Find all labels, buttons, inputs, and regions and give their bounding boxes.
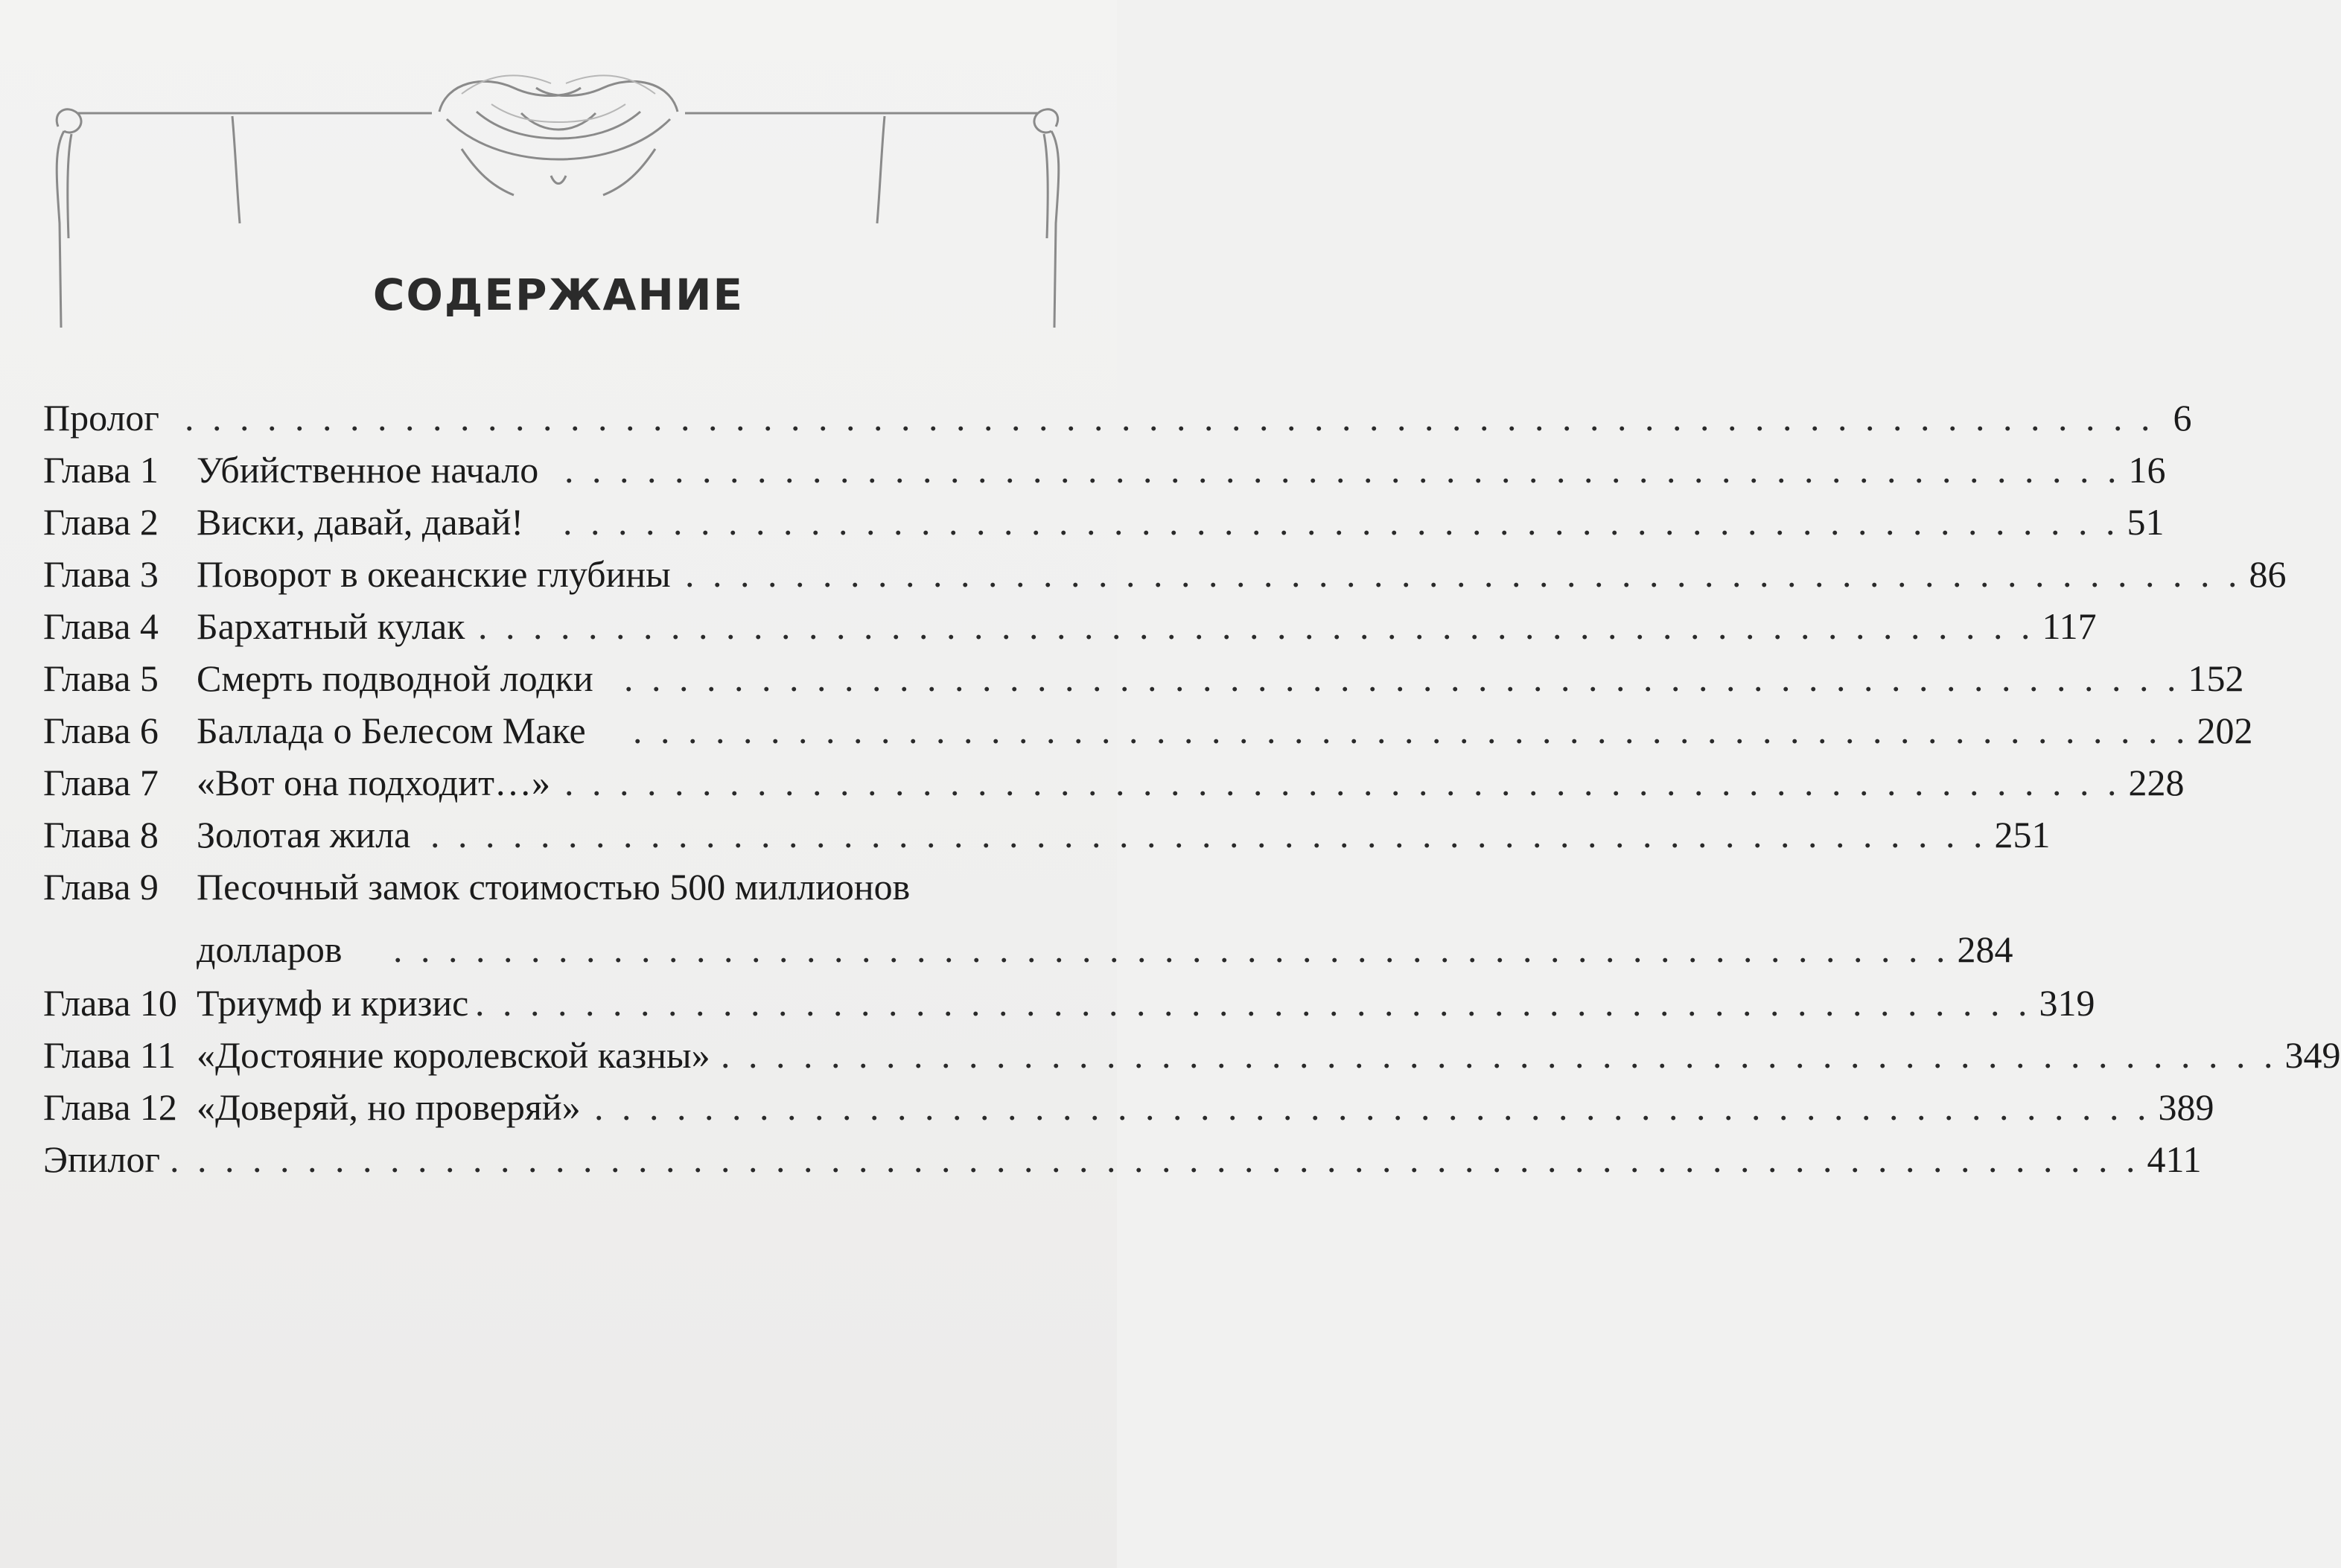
toc-entry-label: Глава 5 (43, 657, 159, 699)
dot-leader: . . . . . . . . . . . . . . . . . . . . . . . . . . . . . . . . . . . . . . . . . . . . . . . . . . . . . . . . . (563, 501, 2120, 543)
dot-leader: . . . . . . . . . . . . . . . . . . . . . . . . . . . . . . . . . . . . . . . . . . . . . . . . . . . . . . . . . (564, 762, 2121, 803)
toc-entry[interactable] (43, 977, 2095, 1029)
toc-entry-title: Поворот в океанские глубины (197, 553, 671, 595)
toc-entry[interactable] (43, 600, 2097, 652)
toc-entry[interactable] (43, 548, 2287, 600)
table-of-contents (43, 392, 2341, 1185)
toc-leader (594, 1081, 2214, 1133)
toc-entry-label: Глава 7 (43, 762, 159, 803)
toc-entry-title: «Достояние королевской казны» (197, 1034, 710, 1076)
dot-leader: . . . . . . . . . . . . . . . . . . . . . . . . . . . . . . . . . . . . . . . . . . . . . . . . . . . . . . . . . (393, 928, 1950, 970)
toc-entry-label: Глава 12 (43, 1086, 177, 1128)
dot-leader: . . . . . . . . . . . . . . . . . . . . . . . . . . . . . . . . . . . . . . . . . . . . . . . . . . . . . . . . . (475, 982, 2032, 1024)
toc-leader (624, 652, 2244, 704)
toc-entry-label: Глава 2 (43, 501, 159, 543)
toc-page-number: 349 (2284, 1034, 2341, 1076)
toc-entry-label: Глава 8 (43, 814, 159, 855)
dot-leader: . . . . . . . . . . . . . . . . . . . . . . . . . . . . . . . . . . . . . . . . . . . . . . . . . . . . . . . . . (594, 1086, 2151, 1128)
toc-entry-label: Пролог (43, 397, 159, 439)
toc-entry-title: Песочный замок стоимостью 500 миллионов (197, 866, 911, 908)
toc-leader (721, 1029, 2341, 1081)
toc-entry-title-continued: долларов (197, 928, 343, 970)
toc-page-number: 51 (2127, 501, 2165, 543)
toc-leader (478, 600, 2097, 652)
toc-page-number: 6 (2173, 397, 2192, 439)
toc-leader (475, 977, 2095, 1029)
toc-page-number: 152 (2188, 657, 2244, 699)
toc-leader (170, 1133, 2202, 1185)
toc-entry-title: Виски, давай, давай! (197, 501, 524, 543)
toc-entry-title: Бархатный кулак (197, 605, 465, 647)
toc-entry-title: Убийственное начало (197, 449, 539, 491)
toc-entry-title: «Доверяй, но проверяй» (197, 1086, 581, 1128)
toc-page-number: 389 (2158, 1086, 2214, 1128)
toc-leader (564, 756, 2185, 809)
toc-page-number: 251 (1994, 814, 2051, 855)
dot-leader: . . . . . . . . . . . . . . . . . . . . . . . . . . . . . . . . . . . . . . . . . . . . . . . . . . . . . . . . . (564, 449, 2121, 491)
toc-entry-title: Триумф и кризис (197, 982, 469, 1024)
toc-entry[interactable] (43, 1081, 2214, 1133)
toc-entry[interactable] (43, 809, 2051, 861)
toc-leader (563, 496, 2165, 548)
dot-leader: . . . . . . . . . . . . . . . . . . . . . . . . . . . . . . . . . . . . . . . . . . . . . . . . . . . . . . . . . (478, 605, 2035, 647)
toc-entry[interactable] (43, 1133, 2202, 1185)
toc-leader (564, 444, 2166, 496)
toc-entry[interactable] (43, 444, 2166, 496)
toc-page-number: 284 (1957, 928, 2013, 970)
dot-leader: . . . . . . . . . . . . . . . . . . . . . . . . . . . . . . . . . . . . . . . . . . . . . . . . . . . . . . . . . . . . . . . . . . . . . . . . (185, 397, 2155, 439)
toc-entry-label: Глава 9 (43, 866, 159, 908)
toc-entry-title: «Вот она подходит…» (197, 762, 550, 803)
toc-entry-label: Глава 3 (43, 553, 159, 595)
toc-page-number: 117 (2042, 605, 2097, 647)
toc-page-number: 411 (2147, 1138, 2202, 1180)
toc-page-number: 86 (2249, 553, 2287, 595)
toc-leader (393, 923, 2013, 975)
toc-entry-title: Золотая жила (197, 814, 411, 855)
toc-entry[interactable] (43, 861, 2013, 977)
toc-page-number: 16 (2128, 449, 2166, 491)
toc-leader (430, 809, 2051, 861)
toc-entry[interactable] (43, 756, 2185, 809)
toc-leader (633, 704, 2253, 756)
toc-page-number: 228 (2128, 762, 2185, 803)
toc-page-number: 202 (2197, 710, 2253, 751)
toc-entry-label: Эпилог (43, 1138, 160, 1180)
toc-entry-label: Глава 10 (43, 982, 177, 1024)
toc-page-number: 319 (2039, 982, 2095, 1024)
dot-leader: . . . . . . . . . . . . . . . . . . . . . . . . . . . . . . . . . . . . . . . . . . . . . . . . . . . . . . . . . (685, 553, 2242, 595)
toc-entry-label: Глава 6 (43, 710, 159, 751)
toc-entry-title: Смерть подводной лодки (197, 657, 593, 699)
toc-entry[interactable] (43, 1029, 2341, 1081)
dot-leader: . . . . . . . . . . . . . . . . . . . . . . . . . . . . . . . . . . . . . . . . . . . . . . . . . . . . . . . . . (633, 710, 2190, 751)
toc-entry-label: Глава 4 (43, 605, 159, 647)
toc-entry-label: Глава 11 (43, 1034, 176, 1076)
contents-heading: СОДЕРЖАНИЕ (372, 270, 745, 320)
dot-leader: . . . . . . . . . . . . . . . . . . . . . . . . . . . . . . . . . . . . . . . . . . . . . . . . . . . . . . . . . (430, 814, 1987, 855)
dot-leader: . . . . . . . . . . . . . . . . . . . . . . . . . . . . . . . . . . . . . . . . . . . . . . . . . . . . . . . . . (624, 657, 2181, 699)
toc-entry[interactable] (43, 652, 2244, 704)
toc-entry[interactable] (43, 704, 2253, 756)
toc-entry[interactable] (43, 496, 2165, 548)
dot-leader: . . . . . . . . . . . . . . . . . . . . . . . . . . . . . . . . . . . . . . . . . . . . . . . . . . . . . . . . . . . . . . . . . . . . . . . . (170, 1138, 2140, 1180)
toc-entry-label: Глава 1 (43, 449, 159, 491)
toc-entry[interactable] (43, 392, 2192, 444)
toc-leader (685, 548, 2287, 600)
toc-entry-title: Баллада о Белесом Маке (197, 710, 586, 751)
toc-leader (185, 392, 2192, 444)
dot-leader: . . . . . . . . . . . . . . . . . . . . . . . . . . . . . . . . . . . . . . . . . . . . . . . . . . . . . . . . . (721, 1034, 2278, 1076)
